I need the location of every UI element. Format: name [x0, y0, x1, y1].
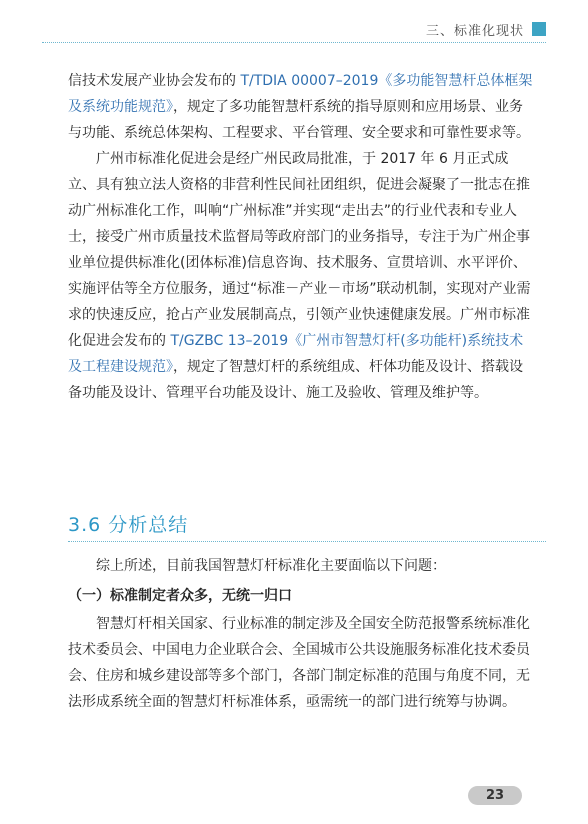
- standard-reference-gzbc: T/GZBC 13–2019《广州市智慧灯杆(多功能杆)系统技术及工程建设规范》: [68, 333, 524, 375]
- page-number: 23: [468, 786, 522, 805]
- text-segment: 信技术发展产业协会发布的: [68, 73, 241, 89]
- text-segment: ，规定了智慧灯杆的系统组成、杆体功能及设计、搭载设备功能及设计、管理平台功能及设计、施工及验收、管理及维护等。: [68, 359, 523, 401]
- chapter-title: 三、标准化现状: [425, 23, 524, 39]
- running-header: [426, 18, 546, 40]
- text-segment: 广州市标准化促进会是经广州民政局批准，于 2017 年 6 月正式成立、具有独立法人资格的非营利性民间社团组织，促进会凝聚了一批志在推动广州标准化工作，叫响“广州标准”并实现“走出去”的行业代表和专业人士，接受广州市质量技术监督局等政府部门的业务指导，专注于为广州企事业单位提供标准化(团体标准)信息咨询、技术服务、宣贯培训、水平评价、实施评估等全方位服务，通过“标准－产业－市场”联动机制，实现对产业需求的快速反应，抢占产业发展制高点，引领产业快速健康发展。广州市标准化促进会发布的: [68, 151, 531, 349]
- summary-intro: 综上所述，目前我国智慧灯杆标准化主要面临以下问题：: [96, 558, 446, 574]
- header-divider: [42, 42, 546, 43]
- body-text: [68, 68, 536, 406]
- issue-paragraph: 智慧灯杆相关国家、行业标准的制定涉及全国安全防范报警系统标准化技术委员会、中国电力企业联合会、全国城市公共设施服务标准化技术委员会、住房和城乡建设部等多个部门，各部门制定标准的范围与角度不同，无法形成系统全面的智慧灯杆标准体系，亟需统一的部门进行统筹与协调。: [68, 616, 530, 710]
- summary-text: [68, 553, 536, 715]
- header-marker-square: [532, 22, 546, 36]
- section-divider: [68, 541, 546, 542]
- paragraph-tdia: [68, 68, 536, 146]
- section-heading: 3.6 分析总结: [68, 514, 189, 536]
- standard-reference-tdia: T/TDIA 00007–2019《多功能智慧杆总体框架及系统功能规范》: [68, 73, 533, 115]
- issue-heading: （一）标准制定者众多，无统一归口: [68, 588, 292, 604]
- text-segment: ，规定了多功能智慧杆系统的指导原则和应用场景、业务与功能、系统总体架构、工程要求、平台管理、安全要求和可靠性要求等。: [68, 99, 530, 141]
- paragraph-gzbc: [68, 146, 536, 406]
